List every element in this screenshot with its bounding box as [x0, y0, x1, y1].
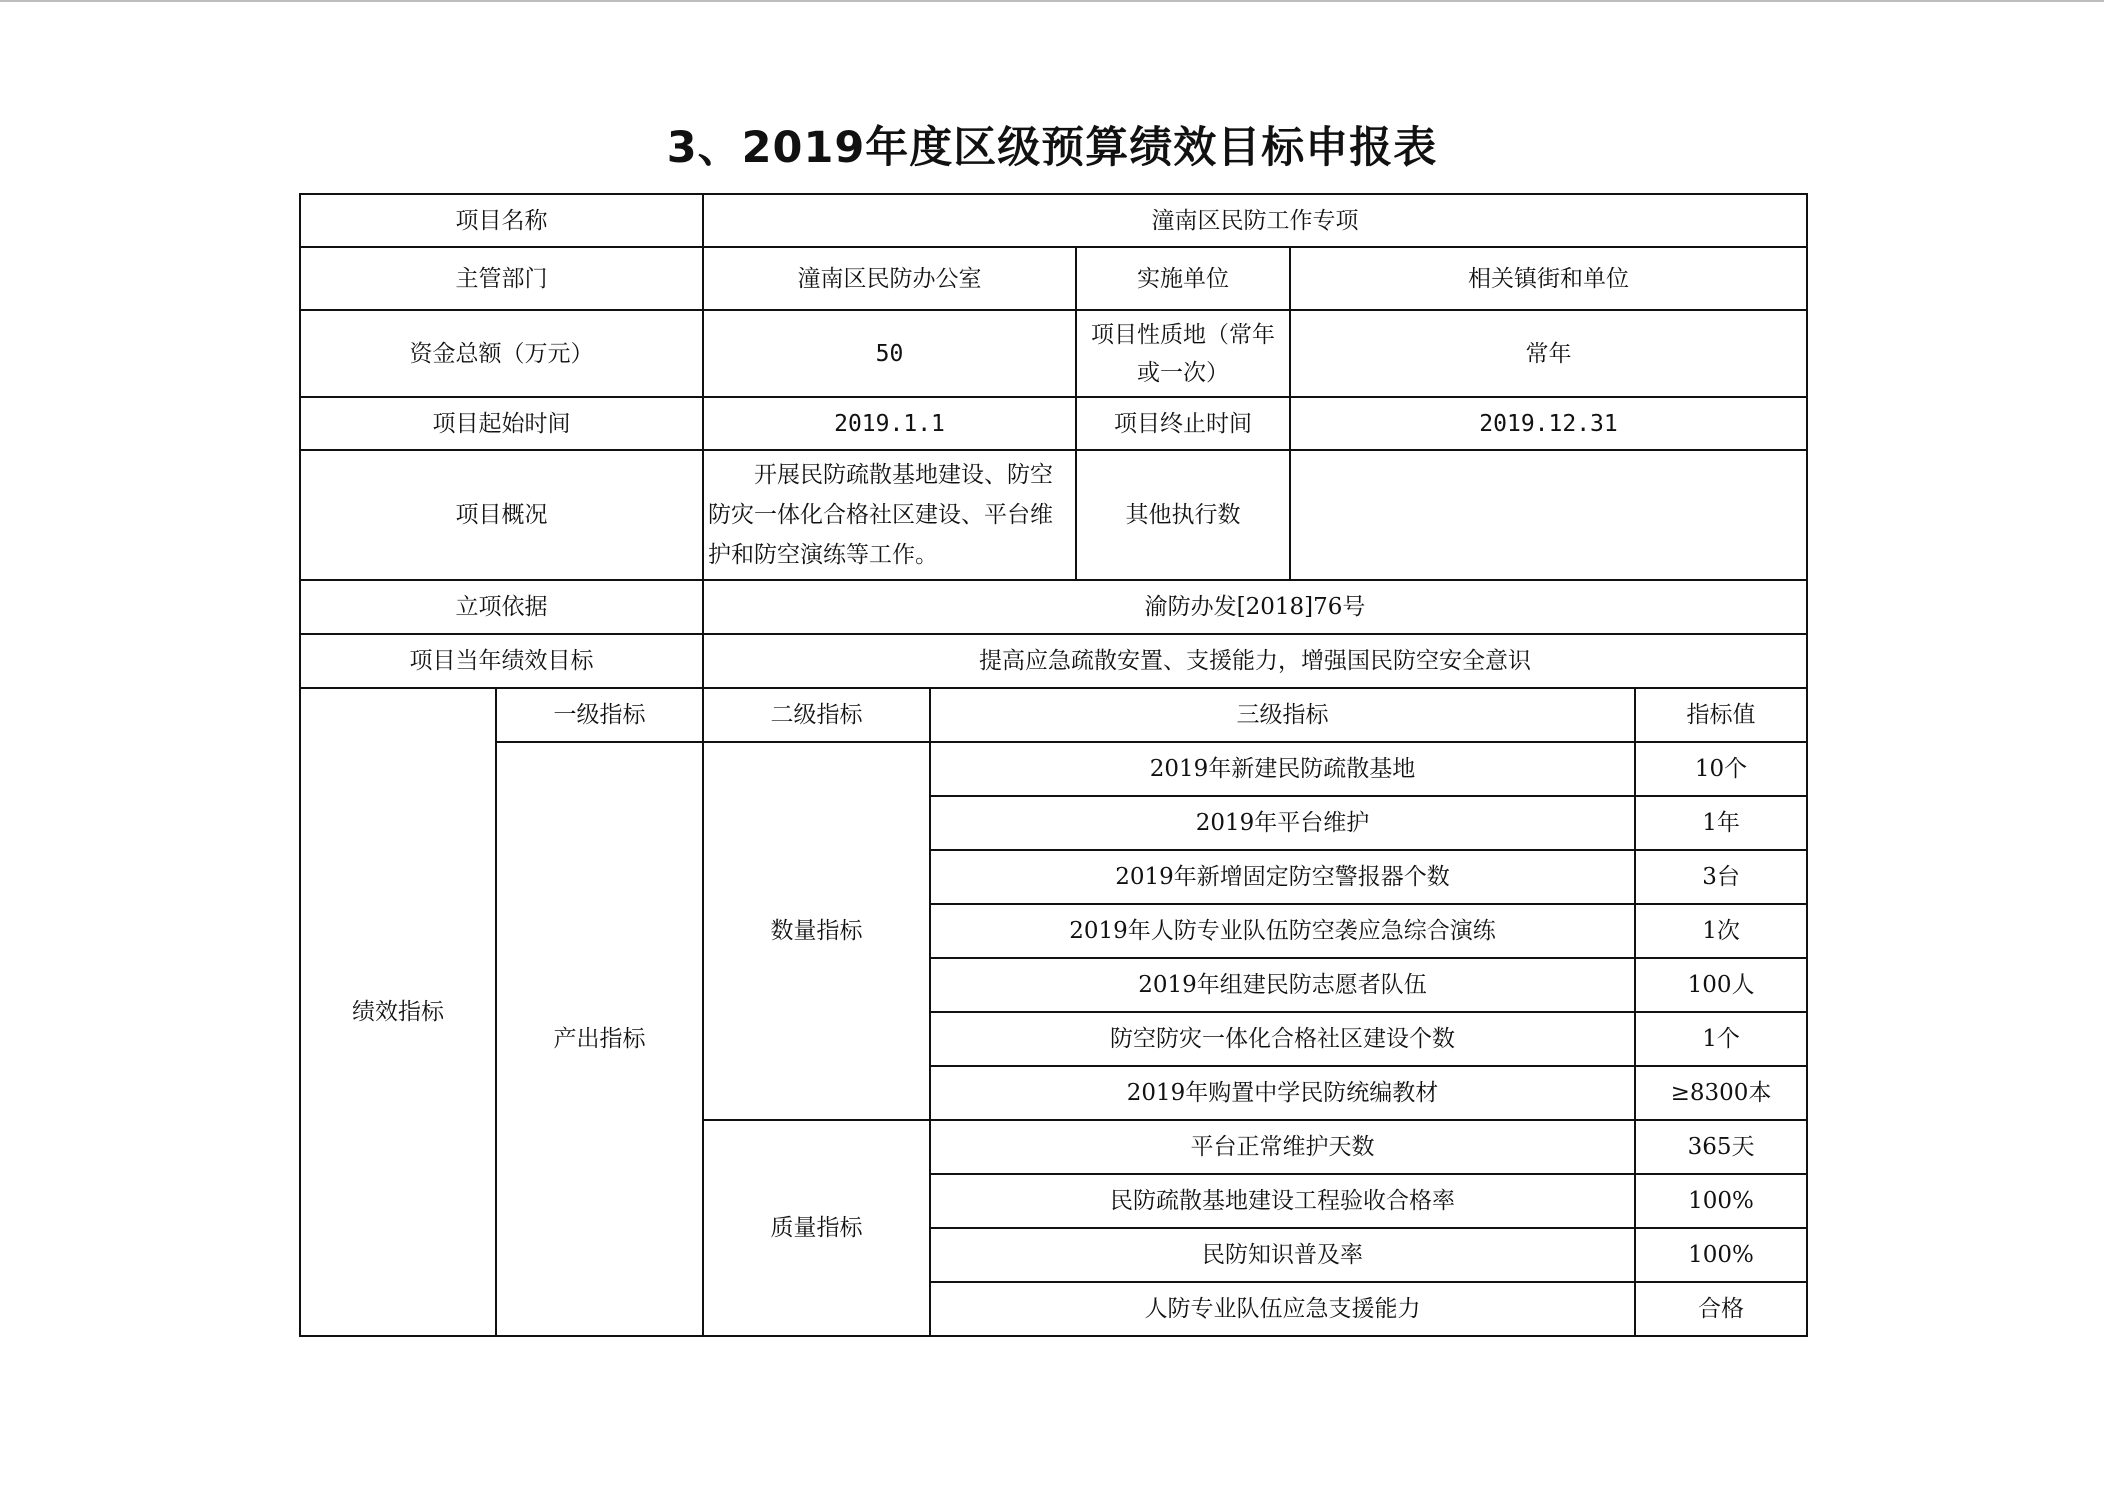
indicator-value: 3台: [1635, 850, 1807, 904]
indicator-name: 2019年新建民防疏散基地: [930, 742, 1635, 796]
output-indicator-label: 产出指标: [496, 742, 703, 1336]
end-time-label: 项目终止时间: [1076, 397, 1290, 450]
row-department: [300, 247, 1807, 310]
indicator-row: [300, 742, 1807, 796]
indicator-name: 2019年组建民防志愿者队伍: [930, 958, 1635, 1012]
end-time-value: 2019.12.31: [1290, 397, 1807, 450]
header-level2: 二级指标: [703, 688, 930, 742]
header-level3: 三级指标: [930, 688, 1635, 742]
department-value: 潼南区民防办公室: [703, 247, 1076, 310]
quantity-indicator-label: 数量指标: [703, 742, 930, 1120]
indicator-name: 2019年人防专业队伍防空袭应急综合演练: [930, 904, 1635, 958]
indicator-value: 100人: [1635, 958, 1807, 1012]
nature-label: 项目性质地（常年或一次）: [1076, 310, 1290, 397]
project-name-label: 项目名称: [300, 194, 703, 247]
indicator-name: 民防疏散基地建设工程验收合格率: [930, 1174, 1635, 1228]
implementer-value: 相关镇街和单位: [1290, 247, 1807, 310]
indicator-name: 2019年购置中学民防统编教材: [930, 1066, 1635, 1120]
overview-value: 开展民防疏散基地建设、防空防灾一体化合格社区建设、平台维护和防空演练等工作。: [703, 450, 1076, 580]
header-value: 指标值: [1635, 688, 1807, 742]
project-name-value: 潼南区民防工作专项: [703, 194, 1807, 247]
indicator-name: 2019年平台维护: [930, 796, 1635, 850]
row-project-name: [300, 194, 1807, 247]
fund-value: 50: [703, 310, 1076, 397]
other-execution-value: [1290, 450, 1807, 580]
indicator-name: 平台正常维护天数: [930, 1120, 1635, 1174]
indicator-value: 1个: [1635, 1012, 1807, 1066]
basis-value: 渝防办发[2018]76号: [703, 580, 1807, 634]
indicator-value: 100%: [1635, 1228, 1807, 1282]
implementer-label: 实施单位: [1076, 247, 1290, 310]
nature-value: 常年: [1290, 310, 1807, 397]
indicator-value: 100%: [1635, 1174, 1807, 1228]
row-period: [300, 397, 1807, 450]
indicator-name: 人防专业队伍应急支援能力: [930, 1282, 1635, 1336]
indicator-value: 1次: [1635, 904, 1807, 958]
other-execution-label: 其他执行数: [1076, 450, 1290, 580]
fund-label: 资金总额（万元）: [300, 310, 703, 397]
annual-goal-label: 项目当年绩效目标: [300, 634, 703, 688]
department-label: 主管部门: [300, 247, 703, 310]
row-fund: [300, 310, 1807, 397]
basis-label: 立项依据: [300, 580, 703, 634]
page-top-rule: [0, 0, 2104, 2]
start-time-label: 项目起始时间: [300, 397, 703, 450]
row-annual-goal: [300, 634, 1807, 688]
row-basis: [300, 580, 1807, 634]
indicator-name: 2019年新增固定防空警报器个数: [930, 850, 1635, 904]
indicator-value: 合格: [1635, 1282, 1807, 1336]
performance-indicators-label: 绩效指标: [300, 688, 496, 1336]
indicator-value: ≥8300本: [1635, 1066, 1807, 1120]
indicator-name: 防空防灾一体化合格社区建设个数: [930, 1012, 1635, 1066]
row-overview: [300, 450, 1807, 580]
overview-label: 项目概况: [300, 450, 703, 580]
page-title: 3、2019年度区级预算绩效目标申报表: [666, 123, 1438, 173]
quality-indicator-label: 质量指标: [703, 1120, 930, 1336]
header-level1: 一级指标: [496, 688, 703, 742]
indicator-value: 365天: [1635, 1120, 1807, 1174]
indicator-value: 1年: [1635, 796, 1807, 850]
start-time-value: 2019.1.1: [703, 397, 1076, 450]
indicator-header-row: [300, 688, 1807, 742]
indicator-value: 10个: [1635, 742, 1807, 796]
indicator-name: 民防知识普及率: [930, 1228, 1635, 1282]
budget-performance-table: [299, 193, 1808, 1337]
annual-goal-value: 提高应急疏散安置、支援能力，增强国民防空安全意识: [703, 634, 1807, 688]
